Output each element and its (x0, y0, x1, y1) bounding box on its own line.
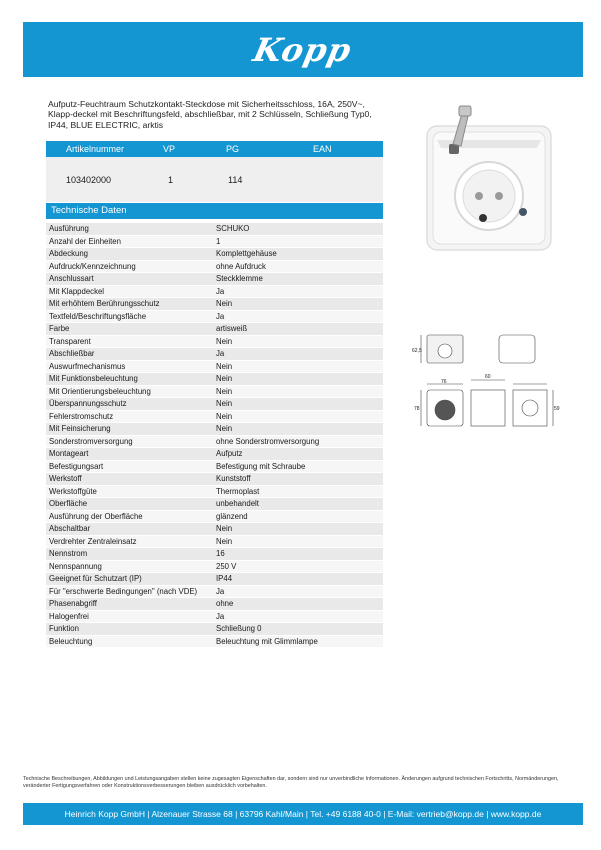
spec-key: Anschlussart (49, 274, 94, 283)
spec-row (46, 411, 383, 424)
spec-value: Nein (216, 299, 233, 308)
spec-row (46, 448, 383, 461)
spec-key: Textfeld/Beschriftungsfläche (49, 311, 147, 321)
spec-value: glänzend (216, 511, 248, 521)
spec-key: Fehlerstromschutz (49, 411, 114, 421)
article-table-header (46, 141, 383, 157)
spec-row (46, 248, 383, 261)
spec-value: ohne (216, 599, 234, 608)
spec-row (46, 286, 383, 299)
spec-key: Oberfläche (49, 499, 88, 508)
spec-row (46, 323, 383, 336)
cell-vp: 1 (168, 175, 174, 185)
spec-row (46, 636, 383, 649)
spec-key: Anzahl der Einheiten (49, 236, 121, 246)
footer-contact: Heinrich Kopp GmbH | Alzenauer Strasse 68 | 63796 Kahl/Main | Tel. +49 6188 40-0 | E-Mail: vertrieb@kopp.de | www.kopp.de (23, 803, 583, 825)
spec-row (46, 236, 383, 249)
spec-row (46, 336, 383, 349)
spec-value: unbehandelt (216, 499, 259, 508)
spec-value: Ja (216, 349, 225, 358)
spec-key: Transparent (49, 336, 91, 346)
spec-key: Farbe (49, 324, 70, 333)
spec-row (46, 598, 383, 611)
spec-row (46, 586, 383, 599)
spec-row (46, 398, 383, 411)
spec-row (46, 548, 383, 561)
spec-value: artisweiß (216, 324, 248, 333)
tech-data-heading (46, 203, 383, 219)
spec-key: Abschaltbar (49, 524, 91, 533)
dim-e: 59 (554, 406, 560, 412)
spec-key: Mit erhöhtem Berührungsschutz (49, 299, 160, 308)
spec-key: Befestigungsart (49, 461, 104, 471)
spec-key: Werkstoffgüte (49, 486, 97, 496)
spec-key: Abschließbar (49, 349, 95, 358)
spec-value: Thermoplast (216, 486, 260, 496)
spec-value: Nein (216, 386, 233, 396)
spec-value: IP44 (216, 574, 233, 583)
spec-row (46, 486, 383, 499)
spec-key: Ausführung der Oberfläche (49, 511, 143, 521)
spec-key: Mit Klappdeckel (49, 286, 105, 296)
product-description: Aufputz-Feuchtraum Schutzkontakt-Steckdose mit Sicherheitsschloss, 16A, 250V~, Klapp-deckel mit Beschriftungsfeld, abschließbar, mit 2 Schlüsseln, Schließung Typ0, IP44, BLUE ELECTRIC, arktis (48, 99, 372, 130)
spec-row (46, 461, 383, 474)
spec-value: Ja (216, 611, 225, 621)
spec-key: Ausführung (49, 224, 89, 233)
spec-table (46, 223, 383, 648)
spec-value: Nein (216, 536, 233, 546)
spec-row (46, 623, 383, 636)
spec-key: Nennstrom (49, 549, 88, 558)
spec-value: Beleuchtung mit Glimmlampe (216, 636, 318, 646)
spec-row (46, 311, 383, 324)
col-vp: VP (163, 144, 176, 154)
product-photo (413, 104, 565, 256)
spec-value: ohne Aufdruck (216, 261, 266, 271)
spec-row (46, 423, 383, 436)
col-artikelnummer: Artikelnummer (66, 144, 125, 154)
spec-value: Nein (216, 374, 233, 383)
header-banner (23, 22, 583, 77)
spec-row (46, 473, 383, 486)
spec-row (46, 348, 383, 361)
legal-disclaimer: Technische Beschreibungen, Abbildungen und Leistungsangaben stellen keine zugesagten Eigenschaften dar, sondern sind nur unverbindliche Informationen. Änderungen aufgrund technischen Fortschritts, Normänderungen, veränderter Fertigungsverfahren oder Konstruktionsverbesserungen bleiben ausdrücklich vorbehalten. (23, 776, 559, 789)
spec-key: Werkstoff (49, 474, 82, 483)
spec-row (46, 273, 383, 286)
cell-pg: 114 (228, 175, 243, 185)
spec-key: Sonderstromversorgung (49, 436, 133, 446)
dimension-drawings (403, 330, 563, 430)
cell-artikelnummer: 103402000 (66, 175, 112, 185)
spec-key: Mit Feinsicherung (49, 424, 111, 433)
spec-key: Aufdruck/Kennzeichnung (49, 261, 136, 271)
spec-value: Nein (216, 424, 233, 433)
article-table-row (46, 157, 383, 202)
spec-value: Nein (216, 399, 233, 408)
spec-value: Nein (216, 336, 233, 346)
spec-row (46, 498, 383, 511)
spec-value: SCHUKO (216, 224, 250, 233)
spec-row (46, 523, 383, 536)
spec-key: Phasenabgriff (49, 599, 97, 608)
spec-key: Beleuchtung (49, 636, 93, 646)
spec-value: Kunststoff (216, 474, 251, 483)
spec-row (46, 436, 383, 449)
spec-value: Ja (216, 586, 225, 596)
spec-row (46, 386, 383, 399)
spec-value: 250 V (216, 561, 237, 571)
col-pg: PG (226, 144, 240, 154)
spec-key: Geeignet für Schutzart (IP) (49, 574, 142, 583)
spec-value: Nein (216, 524, 233, 533)
spec-value: Schließung 0 (216, 624, 262, 633)
spec-key: Funktion (49, 624, 79, 633)
dim-d: 78 (414, 406, 420, 412)
spec-key: Verdrehter Zentraleinsatz (49, 536, 137, 546)
spec-key: Montageart (49, 449, 89, 458)
spec-row (46, 373, 383, 386)
spec-key: Überspannungsschutz (49, 399, 127, 408)
spec-row (46, 511, 383, 524)
spec-value: Steckklemme (216, 274, 263, 283)
kopp-logo: Kopp (250, 30, 356, 69)
spec-row (46, 573, 383, 586)
spec-value: Nein (216, 361, 233, 371)
spec-row (46, 261, 383, 274)
spec-value: ohne Sonderstromversorgung (216, 436, 320, 446)
spec-value: 16 (216, 549, 225, 558)
dim-b: 60 (485, 374, 491, 380)
spec-row (46, 223, 383, 236)
spec-key: Für "erschwerte Bedingungen" (nach VDE) (49, 586, 198, 596)
spec-row (46, 361, 383, 374)
spec-value: 1 (216, 236, 221, 246)
spec-value: Komplettgehäuse (216, 249, 277, 258)
dim-a: 62,5 (412, 348, 422, 354)
spec-key: Abdeckung (49, 249, 89, 258)
spec-value: Aufputz (216, 449, 243, 458)
spec-row (46, 611, 383, 624)
spec-key: Halogenfrei (49, 611, 89, 621)
spec-value: Ja (216, 311, 225, 321)
spec-value: Nein (216, 411, 233, 421)
spec-key: Nennspannung (49, 561, 102, 571)
spec-row (46, 561, 383, 574)
spec-key: Auswurfmechanismus (49, 361, 126, 371)
col-ean: EAN (313, 144, 332, 154)
spec-key: Mit Funktionsbeleuchtung (49, 374, 138, 383)
dim-c: 76 (441, 379, 447, 385)
spec-value: Befestigung mit Schraube (216, 461, 306, 471)
spec-row (46, 298, 383, 311)
spec-key: Mit Orientierungsbeleuchtung (49, 386, 151, 396)
spec-row (46, 536, 383, 549)
tech-data-heading-label: Technische Daten (51, 205, 127, 216)
spec-value: Ja (216, 286, 225, 296)
